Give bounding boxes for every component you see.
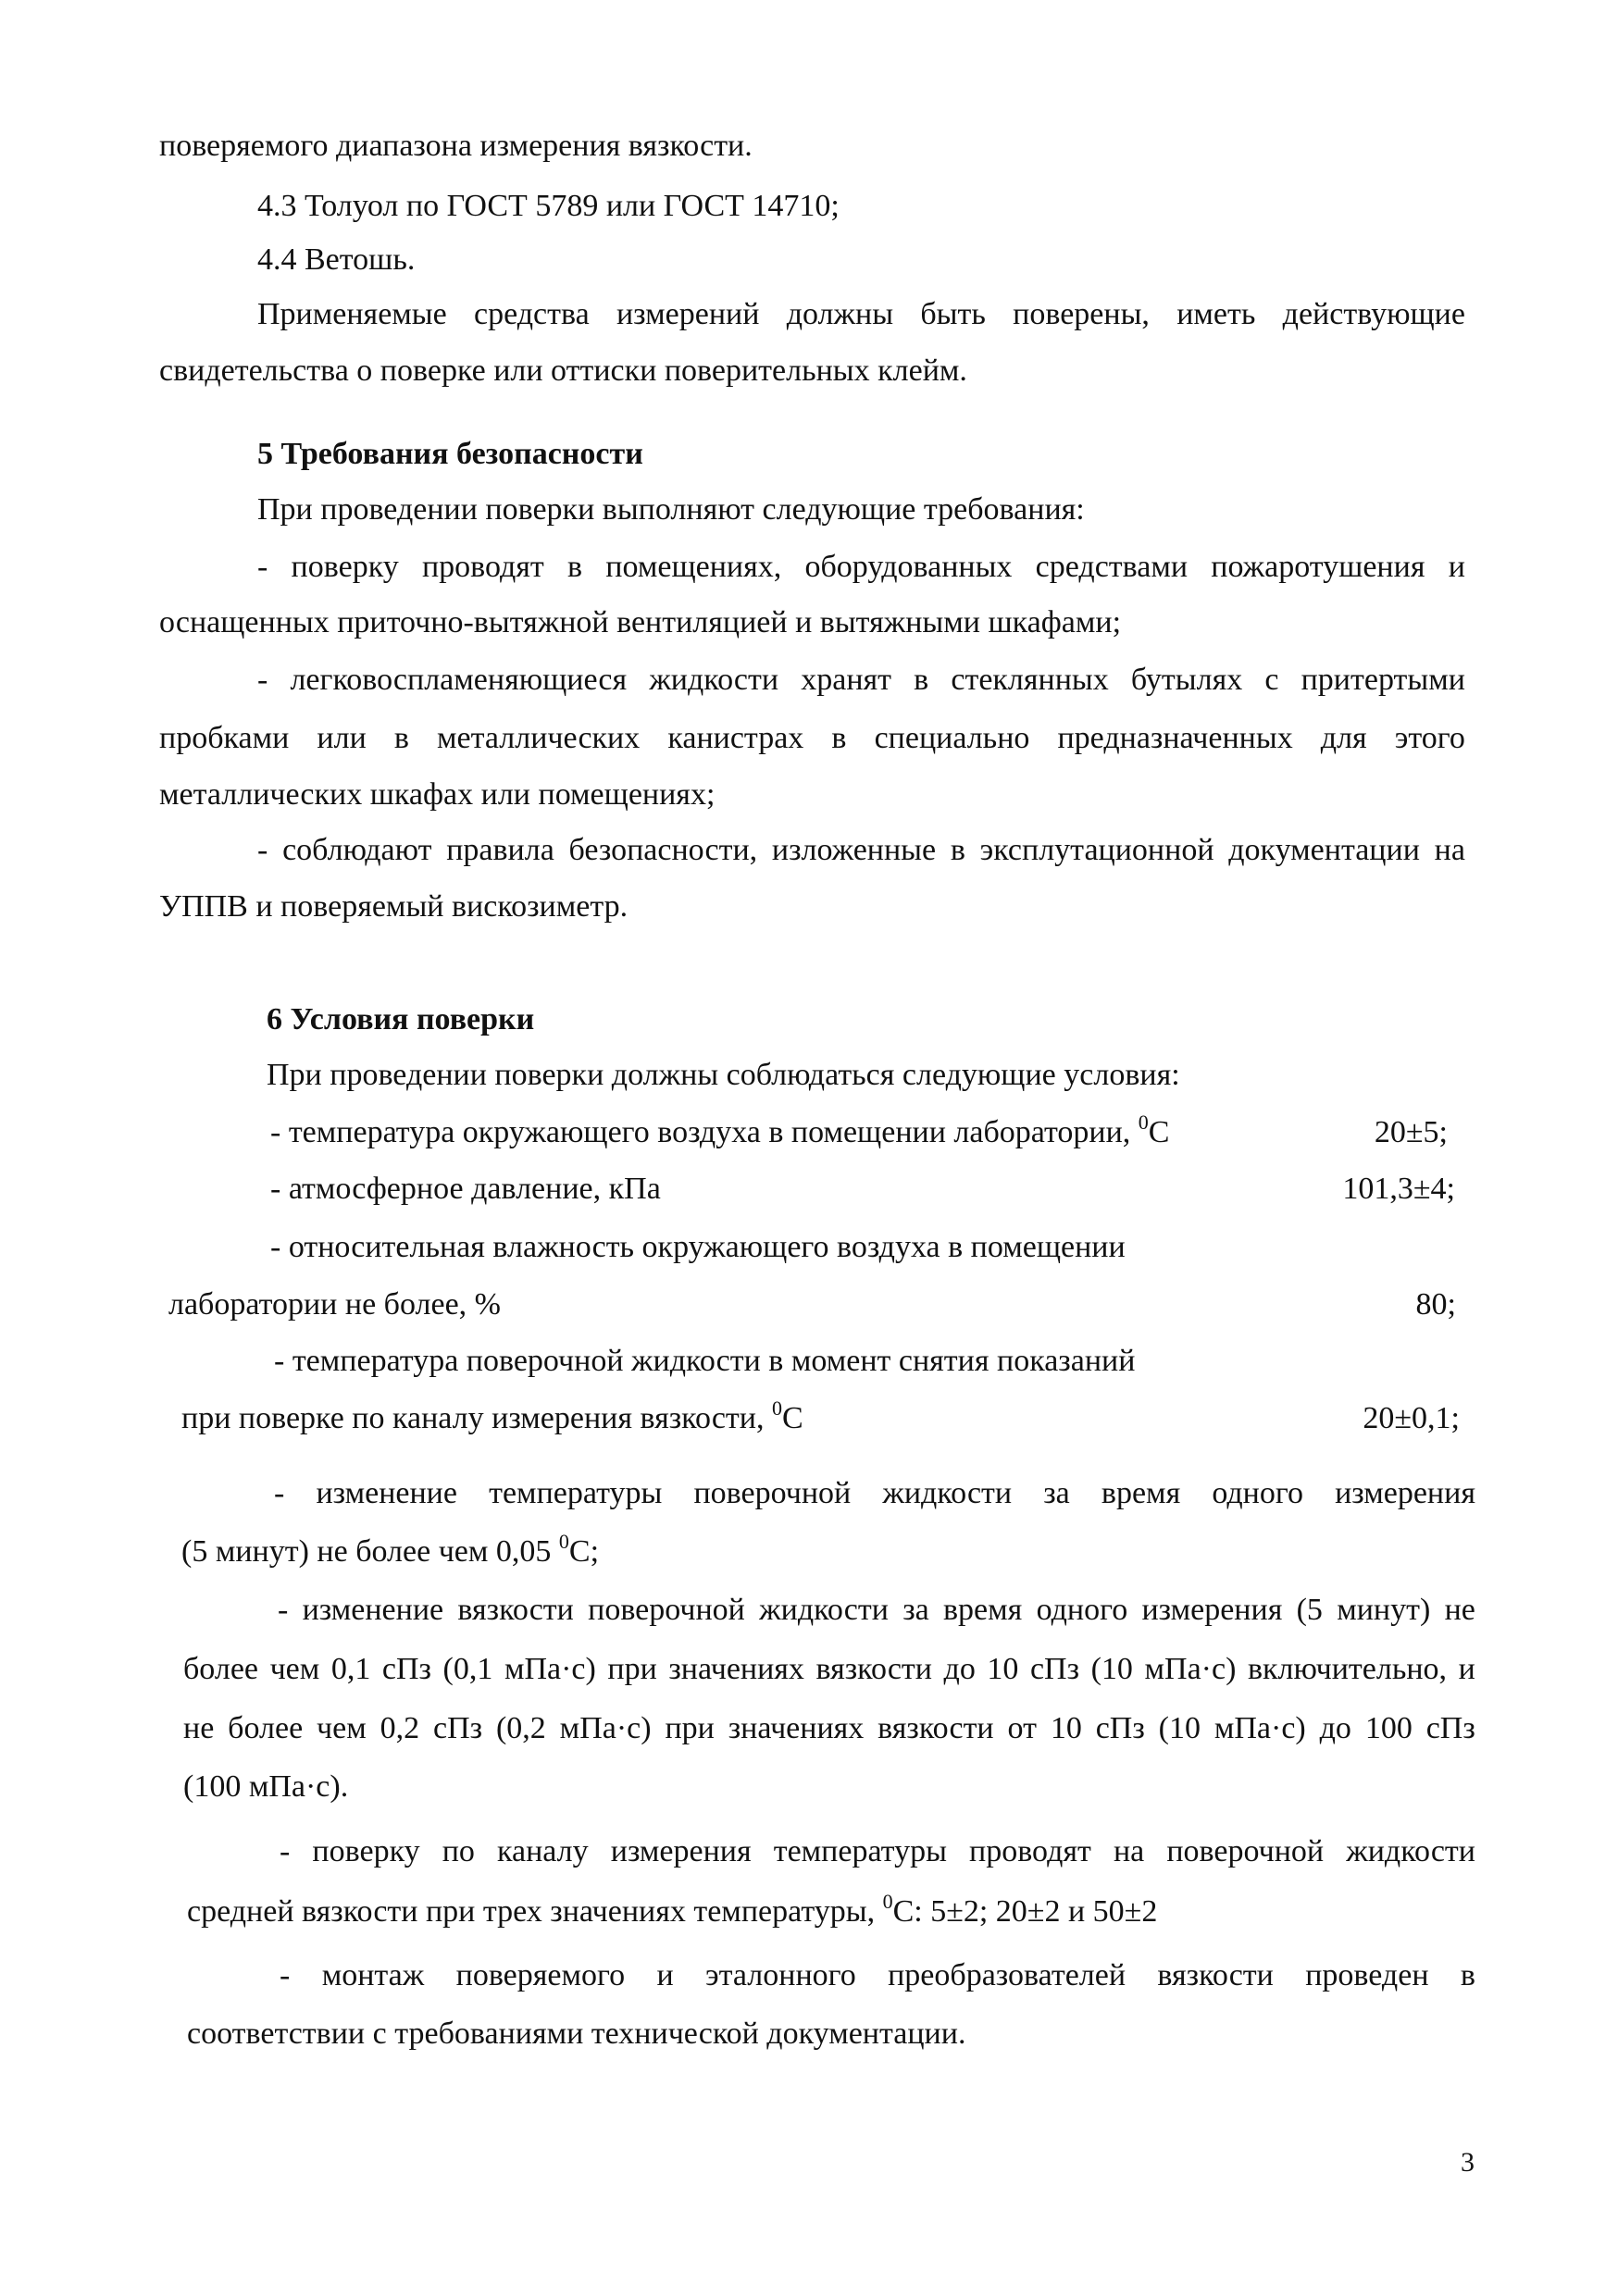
paragraph-line: поверяемого диапазона измерения вязкости. [159, 129, 753, 163]
word: хранят [801, 663, 892, 697]
word: сПз [1095, 1711, 1145, 1745]
word: поверочной [693, 1476, 852, 1510]
word: минут) [1337, 1593, 1431, 1627]
word: стеклянных [951, 663, 1109, 697]
word: металлических [437, 721, 641, 755]
requirement-item [257, 552, 1465, 583]
word: - [274, 1476, 285, 1510]
word: не [1444, 1593, 1475, 1627]
word: специально [874, 721, 1030, 755]
word: одного [1036, 1593, 1128, 1627]
word: быть [920, 297, 986, 331]
word: эксплутационной [979, 833, 1214, 867]
word: для [1320, 721, 1367, 755]
condition-humidity: - относительная влажность окружающего воздуха в помещении [270, 1230, 1126, 1264]
paragraph-line [257, 299, 1465, 330]
word: канистрах [667, 721, 804, 755]
word: 0,2 [380, 1711, 420, 1745]
section-6-intro: При проведении поверки должны соблюдаться следующие условия: [267, 1058, 1180, 1092]
word: значениях [668, 1652, 804, 1686]
word: при [607, 1652, 657, 1686]
word: вязкости [1157, 1958, 1274, 1992]
word: более [183, 1652, 258, 1686]
paragraph-line [183, 1654, 1475, 1685]
word: мПа·с) [504, 1652, 596, 1686]
word: чем [317, 1711, 367, 1745]
word: эталонного [705, 1958, 856, 1992]
word: измерений [616, 297, 760, 331]
word: сПз [381, 1652, 431, 1686]
word: жидкости [1346, 1834, 1475, 1868]
word: вязкости [815, 1652, 932, 1686]
condition-value: 101,3±4; [1342, 1172, 1455, 1206]
word: помещениях, [605, 550, 782, 584]
word: до [943, 1652, 976, 1686]
word: от [1007, 1711, 1037, 1745]
condition-liquid-temperature-cont: при поверке по каналу измерения вязкости, $^0$С [181, 1396, 803, 1435]
condition-temperature-channel [280, 1836, 1475, 1868]
word: - [280, 1834, 291, 1868]
word: в [567, 550, 583, 584]
word: одного [1212, 1476, 1303, 1510]
word: документации [1228, 833, 1420, 867]
paragraph-line: (100 мПа·с). [183, 1769, 349, 1804]
word: измерения [610, 1834, 752, 1868]
word: (0,2 [495, 1711, 546, 1745]
word: и [1458, 1652, 1475, 1686]
word: 10 [987, 1652, 1019, 1686]
word: поверочной [1166, 1834, 1325, 1868]
word: - [257, 550, 268, 584]
word: каналу [497, 1834, 589, 1868]
word: в [1460, 1958, 1475, 1992]
paragraph-line: соответствии с требованиями технической документации. [187, 2017, 966, 2051]
word: в [393, 721, 409, 755]
word: (5 [1296, 1593, 1323, 1627]
condition-humidity-cont: лаборатории не более, % [168, 1287, 501, 1322]
word: за [902, 1593, 929, 1627]
word: 0,1 [330, 1652, 371, 1686]
word: изложенные [771, 833, 937, 867]
word: действующие [1282, 297, 1465, 331]
list-item-4-3: 4.3 Толуол по ГОСТ 5789 или ГОСТ 14710; [257, 189, 840, 223]
word: проводят [421, 550, 544, 584]
word: на [1113, 1834, 1145, 1868]
section-5-heading: 5 Требования безопасности [257, 437, 643, 471]
word: в [950, 833, 965, 867]
word: в [831, 721, 847, 755]
word: изменение [316, 1476, 457, 1510]
word: безопасности, [568, 833, 758, 867]
condition-value: 20±5; [1374, 1115, 1448, 1149]
word: на [1434, 833, 1465, 867]
section-5-intro: При проведении поверки выполняют следующие требования: [257, 492, 1085, 527]
word: вязкости [457, 1593, 574, 1627]
condition-pressure: - атмосферное давление, кПа [270, 1172, 661, 1206]
condition-air-temperature: - температура окружающего воздуха в помещении лаборатории, $^0$С [270, 1111, 1170, 1149]
word: температуры [773, 1834, 947, 1868]
word: при [665, 1711, 715, 1745]
word: чем [269, 1652, 320, 1686]
word: и [656, 1958, 674, 1992]
word: поверены, [1013, 297, 1150, 331]
word: Применяемые [257, 297, 447, 331]
word: и [1448, 550, 1465, 584]
word: жидкости [649, 663, 779, 697]
word: бутылях [1130, 663, 1243, 697]
word: монтаж [321, 1958, 425, 1992]
condition-temperature-change [274, 1478, 1475, 1509]
word: вязкости [877, 1711, 994, 1745]
paragraph-line [183, 1713, 1475, 1744]
condition-value: 80; [1415, 1287, 1456, 1322]
condition-mounting [280, 1960, 1475, 1992]
word: измерения [1335, 1476, 1475, 1510]
paragraph-line [159, 723, 1465, 754]
paragraph-line: металлических шкафах или помещениях; [159, 777, 716, 812]
condition-viscosity-change [278, 1595, 1475, 1626]
word: притертыми [1301, 663, 1465, 697]
condition-liquid-temperature: - температура поверочной жидкости в момент снятия показаний [274, 1344, 1136, 1378]
word: за [1043, 1476, 1070, 1510]
word: проведен [1305, 1958, 1429, 1992]
requirement-item [257, 664, 1465, 696]
word: проводят [969, 1834, 1091, 1868]
word: поверку [291, 550, 399, 584]
word: правила [446, 833, 554, 867]
paragraph-line: средней вязкости при трех значениях температуры, $^0$С: 5±2; 20±2 и 50±2 [187, 1890, 1158, 1929]
word: - [280, 1958, 291, 1992]
word: или [317, 721, 367, 755]
word: мПа·с) [1144, 1652, 1237, 1686]
word: в [914, 663, 929, 697]
word: (10 [1090, 1652, 1133, 1686]
word: этого [1394, 721, 1465, 755]
word: (0,1 [442, 1652, 493, 1686]
word: время [1101, 1476, 1181, 1510]
word: легковоспламеняющиеся [290, 663, 628, 697]
word: предназначенных [1057, 721, 1293, 755]
word: 10 [1050, 1711, 1082, 1745]
word: измерения [1141, 1593, 1283, 1627]
word: жидкости [882, 1476, 1013, 1510]
word: изменение [302, 1593, 444, 1627]
word: мПа·с) [559, 1711, 652, 1745]
word: жидкости [759, 1593, 889, 1627]
word: значениях [728, 1711, 865, 1745]
word: температуры [489, 1476, 663, 1510]
word: соблюдают [282, 833, 432, 867]
word: средствами [1035, 550, 1189, 584]
word: время [943, 1593, 1023, 1627]
paragraph-line: (5 минут) не более чем 0,05 $^0$С; [181, 1530, 600, 1569]
word: не [183, 1711, 215, 1745]
word: поверочной [588, 1593, 745, 1627]
paragraph-line: оснащенных приточно-вытяжной вентиляцией и вытяжными шкафами; [159, 605, 1122, 639]
word: сПз [1425, 1711, 1475, 1745]
paragraph-line: свидетельства о поверке или оттиски поверительных клейм. [159, 354, 967, 388]
word: поверку [312, 1834, 420, 1868]
word: 100 [1364, 1711, 1413, 1745]
word: преобразователей [888, 1958, 1126, 1992]
word: более [228, 1711, 304, 1745]
word: пожаротушения [1211, 550, 1425, 584]
word: по [442, 1834, 475, 1868]
word: иметь [1176, 297, 1256, 331]
word: сПз [433, 1711, 483, 1745]
word: сПз [1029, 1652, 1080, 1686]
word: включительно, [1247, 1652, 1448, 1686]
word: пробками [159, 721, 290, 755]
word: поверяемого [455, 1958, 626, 1992]
word: мПа·с) [1214, 1711, 1306, 1745]
word: с [1264, 663, 1279, 697]
word: оборудованных [804, 550, 1013, 584]
condition-value: 20±0,1; [1363, 1401, 1460, 1435]
list-item-4-4: 4.4 Ветошь. [257, 242, 416, 277]
section-6-heading: 6 Условия поверки [267, 1002, 535, 1036]
requirement-item [257, 835, 1465, 866]
page-number: 3 [1461, 2147, 1475, 2178]
word: - [278, 1593, 289, 1627]
paragraph-line: УППВ и поверяемый вискозиметр. [159, 889, 629, 924]
word: - [257, 663, 268, 697]
word: средства [474, 297, 590, 331]
word: (10 [1158, 1711, 1201, 1745]
word: должны [786, 297, 894, 331]
word: - [257, 833, 268, 867]
word: до [1319, 1711, 1351, 1745]
